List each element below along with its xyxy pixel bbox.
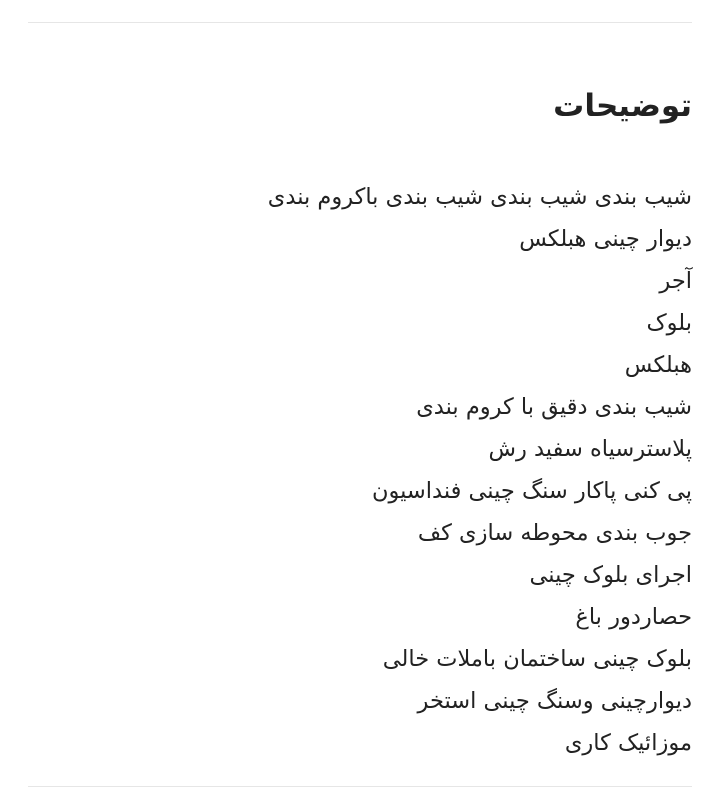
description-line: دیوارچینی وسنگ چینی استخر bbox=[417, 688, 692, 714]
description-line: پی کنی پاکار سنگ چینی فنداسیون bbox=[372, 478, 692, 504]
description-line: بلوک چینی ساختمان باملات خالی bbox=[382, 646, 692, 672]
description-line: هبلکس bbox=[624, 352, 692, 378]
description-line: اجرای بلوک چینی bbox=[529, 562, 692, 588]
description-lines bbox=[28, 176, 692, 764]
section-title: توضیحات bbox=[553, 88, 692, 124]
description-section bbox=[28, 80, 692, 764]
description-line: آجر bbox=[659, 268, 692, 294]
description-line: حصاردور باغ bbox=[575, 604, 692, 630]
bottom-divider bbox=[28, 786, 692, 787]
description-line: شیب بندی شیب بندی شیب بندی باکروم بندی bbox=[267, 184, 692, 210]
description-line: دیوار چینی هبلکس bbox=[519, 226, 692, 252]
description-line: بلوک bbox=[646, 310, 692, 336]
description-line: پلاسترسیاه سفید رش bbox=[488, 436, 692, 462]
description-line: موزائیک کاری bbox=[564, 730, 692, 756]
top-divider bbox=[28, 22, 692, 23]
description-line: شیب بندی دقیق با کروم بندی bbox=[416, 394, 692, 420]
description-line: جوب بندی محوطه سازی کف bbox=[417, 520, 692, 546]
